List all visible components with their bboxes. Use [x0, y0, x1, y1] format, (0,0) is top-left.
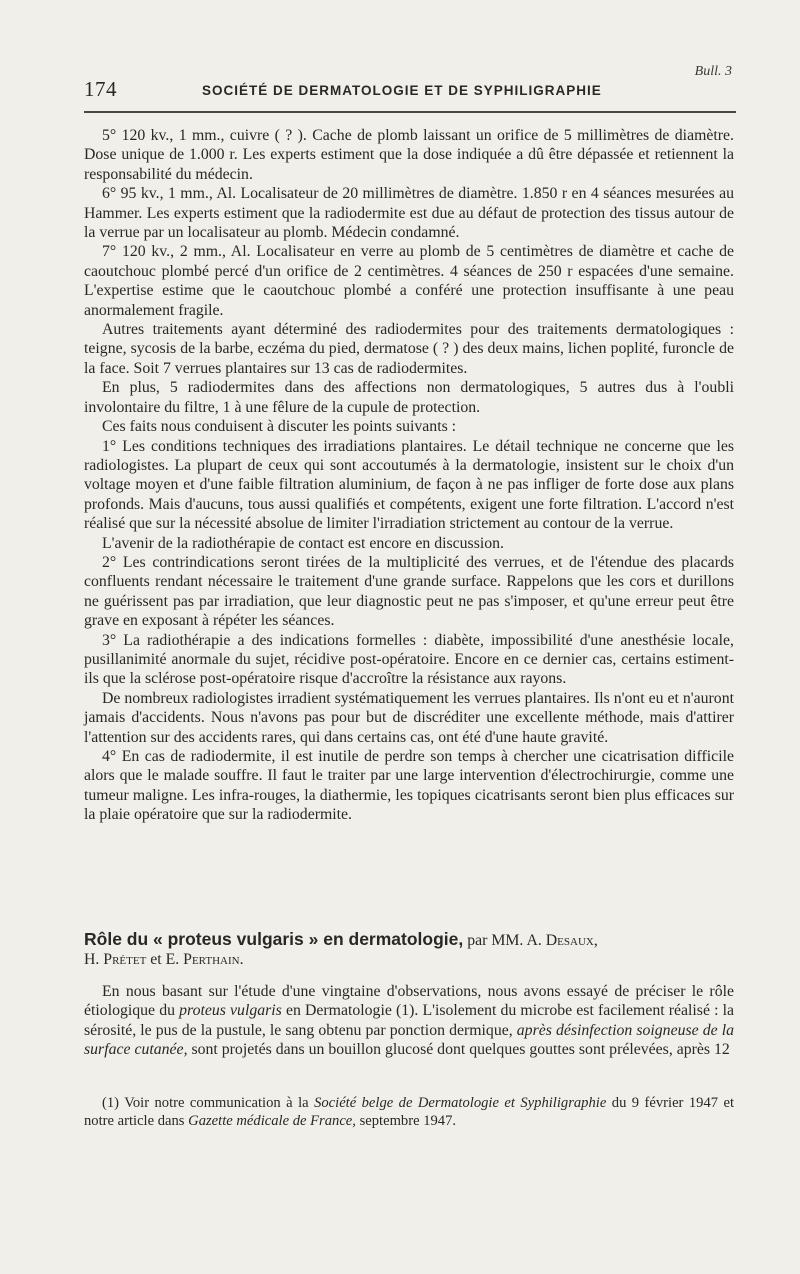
article-section	[84, 930, 734, 1059]
page-number: 174	[84, 77, 117, 101]
paragraph: 5° 120 kv., 1 mm., cuivre ( ? ). Cache de plomb laissant un orifice de 5 millimètres de diamètre. Dose unique de 1.000 r. Les experts estiment que la dose indiquée a dû être dépassée et retiennent la responsabilité du médecin.	[84, 127, 734, 183]
paragraph: 7° 120 kv., 2 mm., Al. Localisateur en verre au plomb de 5 centimètres de diamètre et cache de caoutchouc plombé percé d'un orifice de 2 centimètres. 4 séances de 250 r espacées d'une semaine. L'expertise estime que le caoutchouc plombé a conféré une protection insuffisante à une peau anormalement fragile.	[84, 243, 734, 319]
article-by: par MM. A.	[467, 932, 542, 949]
text-run: En nous basant sur l'étude d'une vingtaine d'observations, nous avons essayé de préciser le rôle étiologique du	[84, 982, 734, 1020]
running-head	[84, 77, 734, 105]
paragraph: 2° Les contrindications seront tirées de la multiplicité des verrues, et de l'étendue des placards confluents rendant nécessaire le traitement d'une grande surface. Rappelons que les cors et durillons ne guérissent pas par irradiation, que leur diagnostic peut ne pas s'imposer, et qu'une erreur peut être grave en exposant à répéter les séances.	[84, 553, 734, 630]
paragraph: 3° La radiothérapie a des indications formelles : diabète, impossibilité d'une anesthésie locale, pusillanimité anormale du sujet, récidive post-opératoire. Encore en ce dernier cas, certains estiment-ils que la sclérose post-opératoire risque d'accroître la résistance aux rayons.	[84, 631, 734, 688]
italic-run: Gazette médicale de France,	[188, 1113, 356, 1129]
text-run: septembre 1947.	[359, 1113, 457, 1129]
author-conjunction: et	[150, 951, 162, 969]
italic-run: après désinfection soigneuse de la surface cutanée,	[84, 1021, 734, 1059]
author-name: H. Prétet	[84, 951, 147, 969]
author-name: Desaux,	[545, 932, 598, 949]
italic-run: proteus vulgaris	[179, 1002, 282, 1020]
header-rule	[84, 111, 736, 113]
body-text	[84, 126, 734, 825]
paragraph	[84, 982, 734, 1060]
bulletin-note: Bull. 3	[694, 64, 732, 79]
paragraph: Autres traitements ayant déterminé des radiodermites pour des traitements dermatologiques : teigne, sycosis de la barbe, eczéma du pied, dermatose ( ? ) des deux mains, lichen poplité, furoncle de la face. Soit 7 verrues plantaires sur 13 cas de radiodermites.	[84, 321, 734, 377]
paragraph: L'avenir de la radiothérapie de contact est encore en discussion.	[102, 534, 504, 552]
paragraph: En plus, 5 radiodermites dans des affections non dermatologiques, 5 autres dus à l'oubli involontaire du filtre, 1 à une fêlure de la cupule de protection.	[84, 379, 734, 416]
text-run: en Dermatologie (1). L'isolement du microbe est facilement réalisé : la sérosité, le pus de la pustule, le sang obtenu par ponction dermique,	[84, 1002, 734, 1039]
article-heading	[84, 930, 734, 970]
paragraph: 6° 95 kv., 1 mm., Al. Localisateur de 20 millimètres de diamètre. 1.850 r en 4 séances mesurées au Hammer. Les experts estiment que la radiodermite est due au défaut de protection des tissus autour de la verrue par un localisateur au plomb. Médecin condamné.	[84, 185, 734, 242]
paragraph: Ces faits nous conduisent à discuter les points suivants :	[102, 418, 457, 436]
text-run: du 9 février 1947 et notre article dans	[84, 1095, 735, 1129]
italic-run: Société belge de Dermatologie et Syphiligraphie	[314, 1095, 607, 1111]
text-run: sont projetés dans un bouillon glucosé dont quelques gouttes sont prélevées, après 12	[191, 1041, 730, 1059]
text-run: (1) Voir notre communication à la	[102, 1095, 309, 1111]
article-title: Rôle du « proteus vulgaris » en dermatologie,	[84, 929, 464, 949]
author-name: E. Perthain.	[165, 951, 244, 969]
footnote	[84, 1094, 734, 1130]
paragraph: 4° En cas de radiodermite, il est inutile de perdre son temps à chercher une cicatrisation difficile alors que le malade souffre. Il faut le traiter par une large intervention d'électrochirurgie, comme une tumeur maligne. Les infra-rouges, la diathermie, les topiques cicatrisants seront bien plus efficaces sur la plaie opératoire que sur la radiodermite.	[84, 748, 734, 824]
footnote-text	[84, 1094, 734, 1130]
running-title: SOCIÉTÉ DE DERMATOLOGIE ET DE SYPHILIGRAPHIE	[202, 83, 602, 98]
paragraph: 1° Les conditions techniques des irradiations plantaires. Le détail technique ne concerne que les radiologistes. La plupart de ceux qui sont accoutumés à la dermatologie, insistent sur le choix d'un voltage moyen et d'une faible filtration aluminium, de façon à ne pas infliger de forte dose aux plans profonds. Mais d'aucuns, tous aussi qualifiés et compétents, exigent une forte filtration. L'accord n'est réalisé que sur la nécessité absolue de limiter l'irradiation strictement au contour de la verrue.	[84, 437, 734, 533]
paragraph: De nombreux radiologistes irradient systématiquement les verrues plantaires. Ils n'ont eu et n'auront jamais d'accidents. Nous n'avons pas pour but de discréditer une excellente méthode, mais d'attirer l'attention sur des accidents rares, qui dans certains cas, ont été d'une haute gravité.	[84, 689, 734, 746]
